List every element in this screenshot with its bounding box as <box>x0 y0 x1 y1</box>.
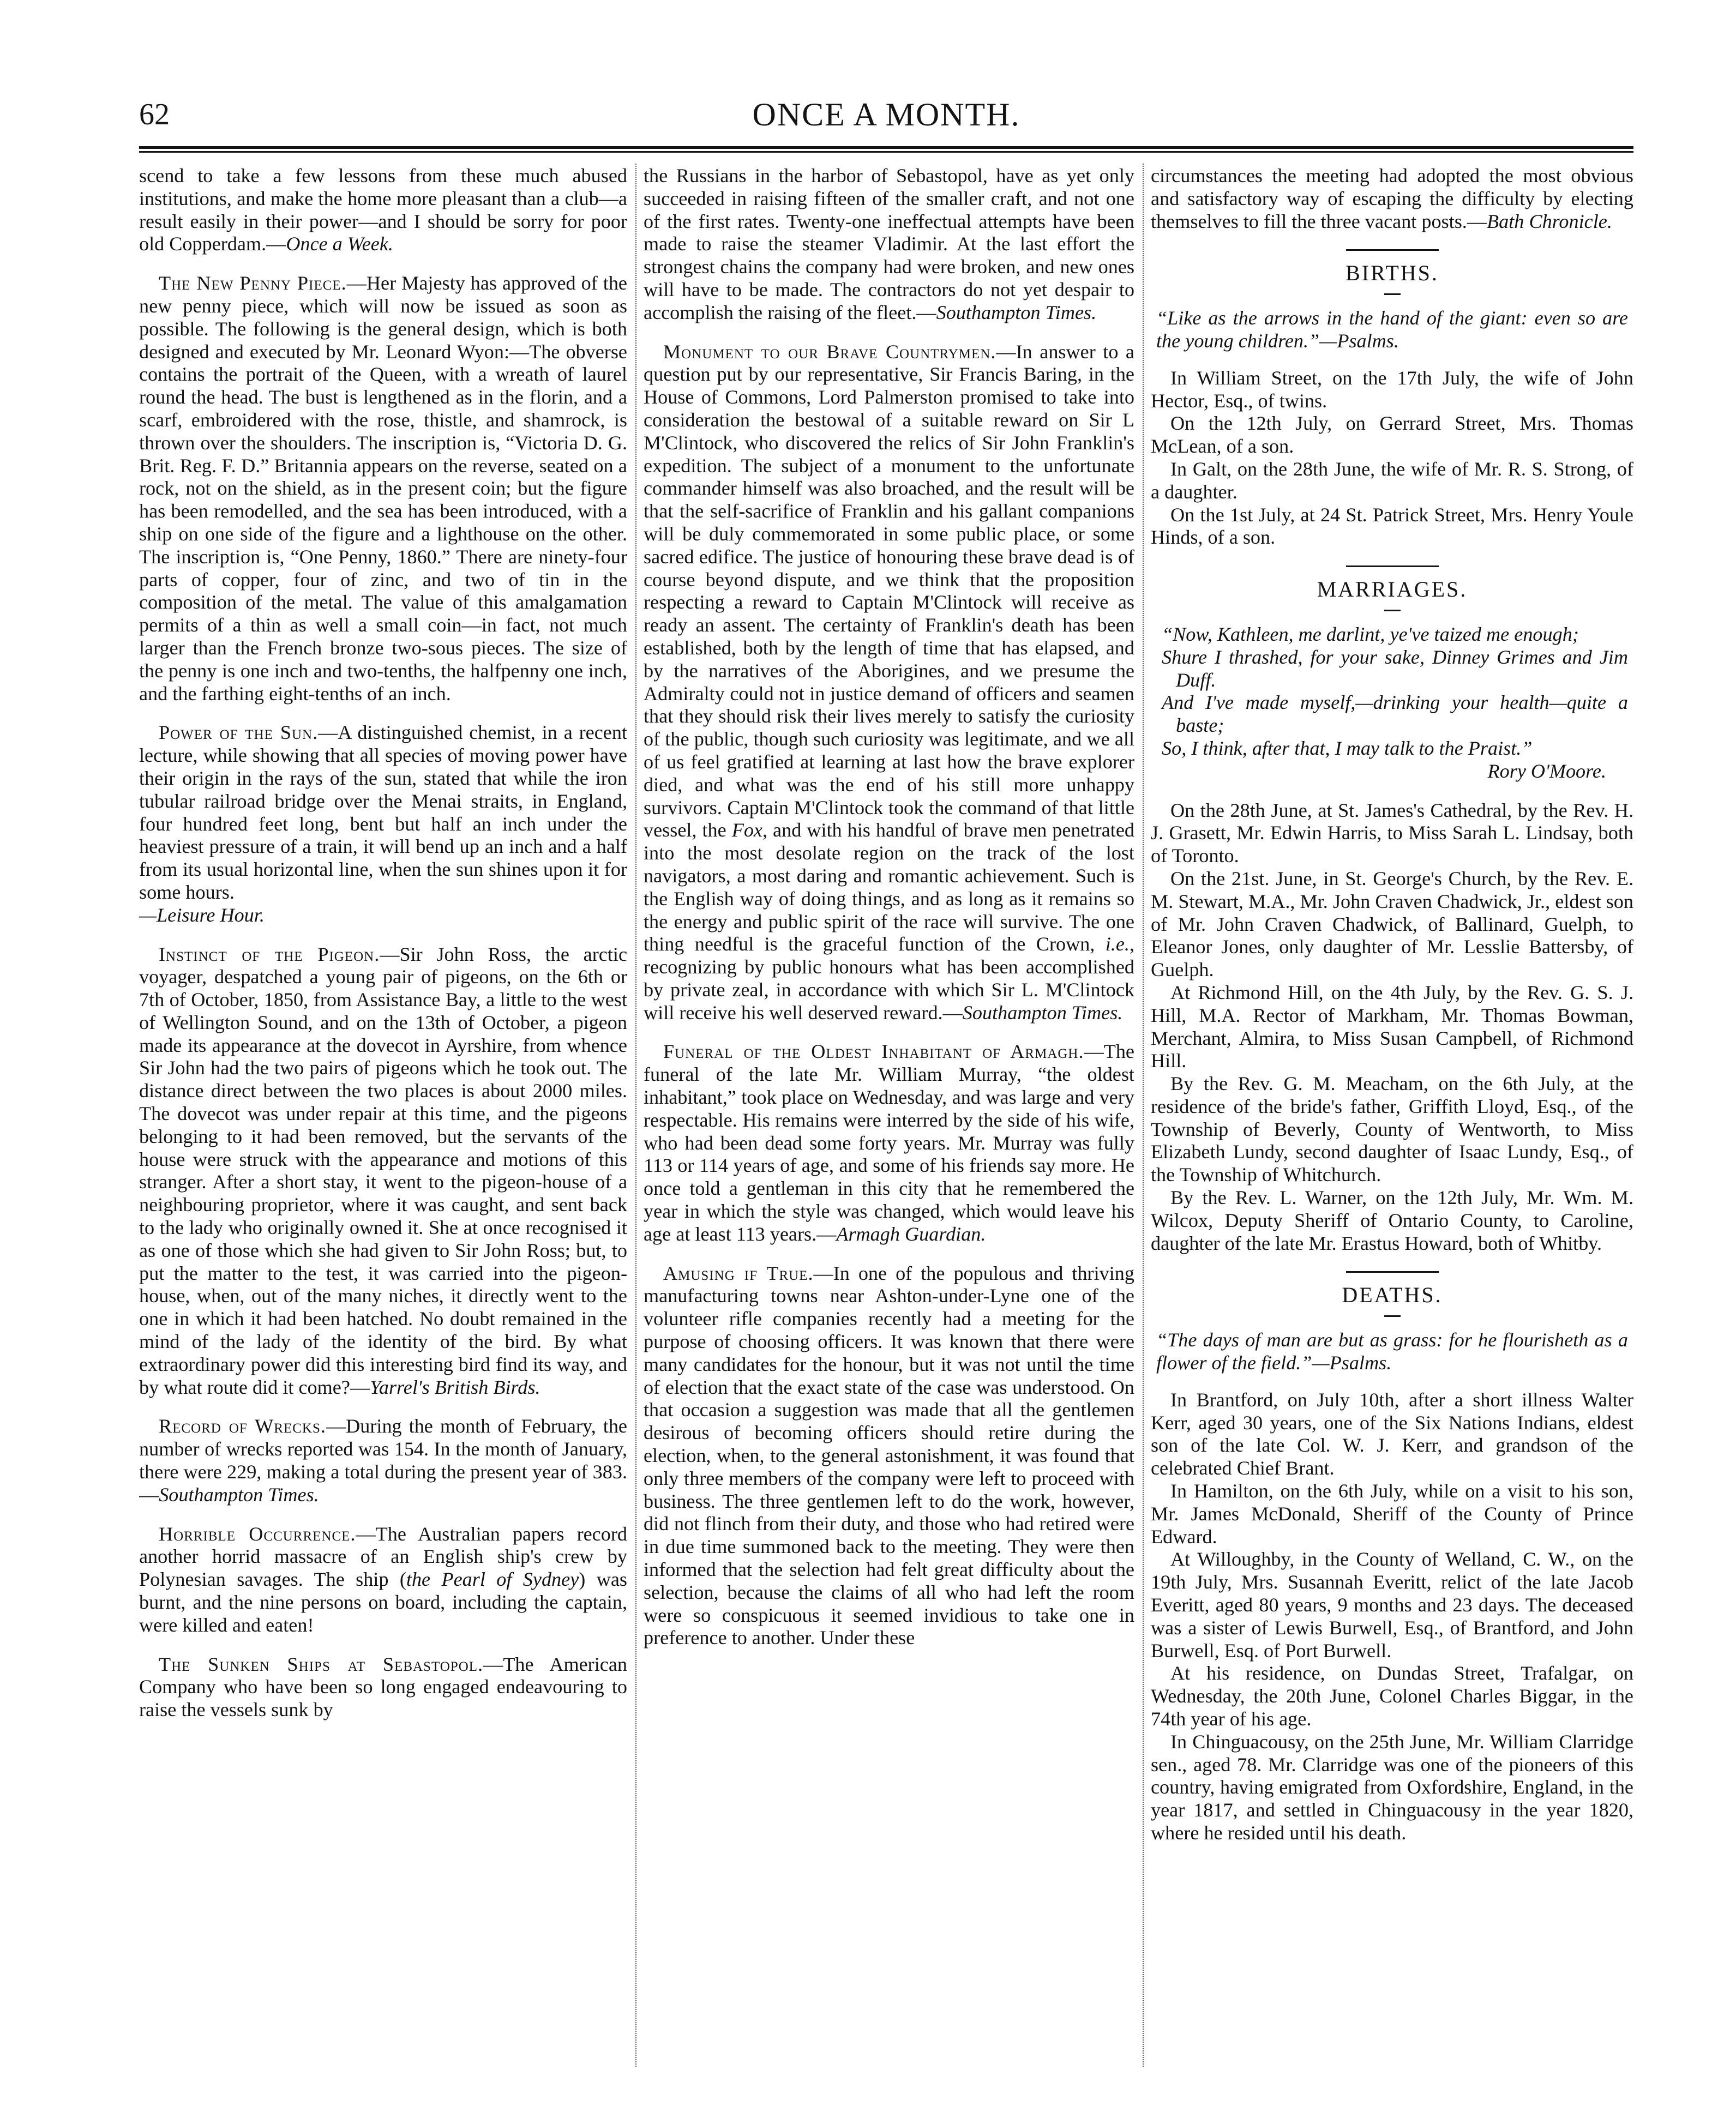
article-text: —In one of the populous and thriving manufacturing towns near Ashton-under-Lyne one of the volunteer rifle companies recently had a meeting for the purpose of choosing officers. It was known that there were many candidates for the honour, but it was not until the time of election that the exact state of the case was understood. On that occasion a suggestion was made that all the gentlemen desirous of becoming officers should retire during the election, when, to the general astonishment, it was found that only three members of the company were left to proceed with business. The three gentlemen left to do the work, however, did not flinch from their duty, and those who had retired were in due time summoned back to the meeting. They were then informed that the selection had felt great difficulty about the selection, because the claims of all who had left the room were so conspicuous it seemed invidious to take one in preference to another. Under these <box>644 1262 1134 1649</box>
article-monument <box>644 341 1134 1025</box>
article-title: Record of Wrecks. <box>159 1415 326 1437</box>
marriages-heading: MARRIAGES. <box>1317 577 1468 602</box>
article-source: —Leisure Hour. <box>139 904 265 926</box>
article-text: , recognizing by public honours what has been accomplished by private zeal, in accordance with which Sir L. M'Clintock will receive his well deserved reward.— <box>644 933 1134 1024</box>
poem-line: And I've made myself,—drinking your health—quite a baste; <box>1162 691 1628 737</box>
article-amusing <box>644 1262 1134 1650</box>
article-title: The Sunken Ships at Sebastopol. <box>159 1653 484 1675</box>
article-text: —The American Company who have been so long engaged endeavouring to raise the vessels sunk by <box>139 1653 627 1721</box>
column-1 <box>139 165 627 2084</box>
marriage-notice: On the 21st. June, in St. George's Church, by the Rev. E. M. Stewart, M.A., Mr. John Craven Chadwick, Jr., eldest son of Mr. John Craven Chadwick, of Ballinard, Guelph, to Eleanor Jones, only daughter of Mr. Lesslie Battersby, of Guelph. <box>1151 867 1633 981</box>
poem-attribution: Rory O'Moore. <box>1487 760 1606 782</box>
header-rule <box>139 146 1633 153</box>
section-dash <box>1384 610 1401 611</box>
article-wrecks <box>139 1415 627 1506</box>
column-3 <box>1151 165 1633 2084</box>
birth-notice: On the 1st July, at 24 St. Patrick Street, Mrs. Henry Youle Hinds, of a son. <box>1151 503 1633 549</box>
article-source: Bath Chronicle. <box>1487 210 1612 232</box>
births-heading: BIRTHS. <box>1345 261 1439 286</box>
marriage-notice: By the Rev. G. M. Meacham, on the 6th July, at the residence of the bride's father, Griffith Lloyd, Esq., of the Township of Beverly, County of Wentworth, to Miss Elizabeth Lundy, second daughter of Isaac Lundy, Esq., of the Township of Whitchurch. <box>1151 1073 1633 1186</box>
article-sunken-ships <box>139 1653 627 1722</box>
birth-notice: In William Street, on the 17th July, the wife of John Hector, Esq., of twins. <box>1151 366 1633 412</box>
page-header <box>139 95 1633 145</box>
birth-notice: In Galt, on the 28th June, the wife of Mr. R. S. Strong, of a daughter. <box>1151 458 1633 503</box>
article-source: Southampton Times. <box>962 1001 1123 1024</box>
article-power-of-sun <box>139 721 627 926</box>
article-source: Southampton Times. <box>936 301 1097 323</box>
article-horrible-occurrence <box>139 1523 627 1637</box>
article-text: scend to take a few lessons from these much abused institutions, and make the home more pleasant than a club—a result easily in their power—and I should be sorry for poor old Copperdam.— <box>139 165 627 255</box>
article-text: —In answer to a question put by our representative, Sir Francis Baring, in the House of Commons, Lord Palmerston promised to take into consideration the bestowal of a suitable reward on Sir L M'Clintock, who discovered the relics of Sir John Franklin's expedition. The subject of a monument to the unfortunate commander himself was also broached, and the result will be that the self-sacrifice of Franklin and his gallant companions will be duly commemorated in some public place, or some sacred edifice. The justice of honouring these brave dead is of course beyond dispute, and we think that the proposition respecting a reward to Captain M'Clintock will receive as ready an assent. The certainty of Franklin's death has been established, both by the length of time that has elapsed, and by the narratives of the Aborigines, and we presume the Admiralty could not in justice demand of officers and seamen that they should risk their lives merely to satisfy the curiosity of the public, though such curiosity was legitimate, and we all of us feel gratified at learning at last how the brave explorer died, and what was the end of his still more unhappy survivors. Captain M'Clintock took the command of that little vessel, the <box>644 340 1134 841</box>
column-2 <box>644 165 1134 2084</box>
article-text: —The funeral of the late Mr. William Murray, “the oldest inhabitant,” took place on Wednesday, and was large and very respectable. His remains were interred by the side of his wife, who had been dead some forty years. Mr. Murray was fully 113 or 114 years of age, and some of his friends say more. He once told a gentleman in this city that he remembered the year in which the style was changed, which would leave his age at least 113 years.— <box>644 1040 1134 1245</box>
deaths-heading: DEATHS. <box>1342 1283 1443 1308</box>
births-epigraph: “Like as the arrows in the hand of the giant: even so are the young children.”—Psalms. <box>1156 307 1628 352</box>
marriage-notice: On the 28th June, at St. James's Cathedral, by the Rev. H. J. Grasett, Mr. Edwin Harris, to Miss Sarah L. Lindsay, both of Toronto. <box>1151 799 1633 867</box>
article-text: , and with his handful of brave men penetrated into the most desolate region on the track of the lost navigators, a most daring and romantic achievement. Such is the English way of doing things, and as long as it remains so the energy and public spirit of the race will survive. The one thing needful is the graceful function of the Crown, <box>644 819 1134 955</box>
article-title: Horrible Occurrence. <box>159 1523 356 1545</box>
death-notice: In Chinguacousy, on the 25th June, Mr. William Clarridge sen., aged 78. Mr. Clarridge was one of the pioneers of this country, having emigrated from Oxfordshire, England, in the year 1817, and settled in Chinguacousy in the year 1820, where he resided until his death. <box>1151 1730 1633 1844</box>
article-continuation <box>1151 165 1633 233</box>
column-divider <box>1143 164 1144 2067</box>
marriage-notice: By the Rev. L. Warner, on the 12th July, Mr. Wm. M. Wilcox, Deputy Sheriff of Ontario County, to Caroline, daughter of the late Mr. Erastus Howard, both of Whitby. <box>1151 1187 1633 1254</box>
column-divider <box>635 164 636 2067</box>
article-source: Armagh Guardian. <box>836 1223 986 1245</box>
article-text: ) was burnt, and the nine persons on board, including the captain, were killed and eaten! <box>139 1568 627 1636</box>
marriage-notice: At Richmond Hill, on the 4th July, by the Rev. G. S. J. Hill, M.A. Rector of Markham, Mr. Thomas Bowman, Merchant, Almira, to Miss Susan Campbell, of Richmond Hill. <box>1151 981 1633 1072</box>
poem-line: Shure I thrashed, for your sake, Dinney Grimes and Jim Duff. <box>1162 646 1628 691</box>
death-notice: At Willoughby, in the County of Welland, C. W., on the 19th July, Mrs. Susannah Everitt, relict of the late Jacob Everitt, aged 80 years, 9 months and 23 days. The deceased was a sister of Lewis Burwell, Esq., of Brantford, and John Burwell, Esq. of Port Burwell. <box>1151 1548 1633 1662</box>
article-title: Funeral of the Oldest Inhabitant of Armagh. <box>663 1040 1084 1063</box>
death-notice: In Brantford, on July 10th, after a short illness Walter Kerr, aged 30 years, one of the Six Nations Indians, eldest son of the late Col. W. J. Kerr, and grandson of the celebrated Chief Brant. <box>1151 1388 1633 1479</box>
article-pigeon <box>139 943 627 1399</box>
section-rule <box>1346 565 1439 567</box>
article-title: The New Penny Piece. <box>159 272 347 294</box>
deaths-epigraph: “The days of man are but as grass: for he flourisheth as a flower of the field.”—Psalms. <box>1156 1329 1628 1374</box>
poem-line: “Now, Kathleen, me darlint, ye've taized me enough; <box>1162 623 1579 645</box>
article-continuation <box>644 165 1134 324</box>
article-text: —During the month of February, the number of wrecks reported was 154. In the month of January, there were 229, making a total during the present year of 383.— <box>139 1415 627 1506</box>
section-dash <box>1384 1315 1401 1317</box>
article-text: the Russians in the harbor of Sebastopol, have as yet only succeeded in raising fifteen of the smaller craft, and not one of the first rates. Twenty-one ineffectual attempts have been made to raise the steamer Vladimir. At the last effort the strongest chains the company had were broken, and new ones will have to be made. The contractors do not yet despair to accomplish the raising of the fleet.— <box>644 165 1134 323</box>
birth-notice: On the 12th July, on Gerrard Street, Mrs. Thomas McLean, of a son. <box>1151 412 1633 458</box>
article-title: Instinct of the Pigeon. <box>159 943 380 965</box>
abbreviation: i.e. <box>1105 933 1130 955</box>
article-continuation <box>139 165 627 256</box>
article-source: Once a Week. <box>286 233 393 255</box>
article-title: Monument to our Brave Countrymen. <box>663 340 996 363</box>
article-text: circumstances the meeting had adopted the most obvious and satisfactory way of escaping the difficulty by electing themselves to fill the three vacant posts.— <box>1151 165 1633 232</box>
article-title: Amusing if True. <box>663 1262 814 1284</box>
poem-line: So, I think, after that, I may talk to the Praist.” <box>1162 737 1533 759</box>
article-text: —Sir John Ross, the arctic voyager, despatched a young pair of pigeons, on the 6th or 7th of October, 1850, from Assistance Bay, a little to the west of Wellington Sound, and on the 13th of October, a pigeon made its appearance at the dovecot in Ayrshire, from whence Sir John had the two pairs of pigeons which he took out. The distance direct between the two places is about 2000 miles. The dovecot was under repair at this time, and the pigeons belonging to it had been removed, but the servants of the house were struck with the appearance and motions of this stranger. After a short stay, it went to the pigeon-house of a neighbouring proprietor, where it was caught, and sent back to the lady who originally owned it. She at once recognised it as one of those which she had given to Sir John Ross; but, to put the matter to the test, it was carried into the pigeon-house, when, out of the many niches, it directly went to the one in which it had been hatched. No doubt remained in the mind of the lady of the identity of the bird. By what extraordinary power did this interesting bird find its way, and by what route did it come?— <box>139 943 627 1398</box>
article-source: Southampton Times. <box>159 1483 319 1506</box>
ship-name: Fox <box>731 819 762 841</box>
death-notice: At his residence, on Dundas Street, Trafalgar, on Wednesday, the 20th June, Colonel Charles Biggar, in the 74th year of his age. <box>1151 1662 1633 1730</box>
death-notice: In Hamilton, on the 6th July, while on a visit to his son, Mr. James McDonald, Sheriff of the County of Prince Edward. <box>1151 1480 1633 1548</box>
page-number: 62 <box>139 98 170 131</box>
magazine-title: ONCE A MONTH. <box>752 97 1020 133</box>
article-funeral <box>644 1040 1134 1245</box>
ship-name: the Pearl of Sydney <box>406 1568 579 1591</box>
section-rule <box>1346 1271 1439 1273</box>
marriages-poem <box>1156 623 1628 783</box>
article-title: Power of the Sun. <box>159 721 319 744</box>
article-source: Yarrel's British Birds. <box>370 1376 540 1398</box>
article-text: —A distinguished chemist, in a recent lecture, while showing that all species of moving power have their origin in the rays of the sun, stated that while the iron tubular railroad bridge over the Menai straits, in England, four hundred feet long, bent but half an inch under the heaviest pressure of a train, it will bend up an inch and a half from its usual horizontal line, when the sun shines upon it for some hours. <box>139 721 627 903</box>
article-text: —The Australian papers record another horrid massacre of an English ship's crew by Polynesian savages. The ship ( <box>139 1523 627 1591</box>
section-dash <box>1384 293 1401 295</box>
article-new-penny <box>139 272 627 705</box>
section-rule <box>1346 249 1439 251</box>
article-text: —Her Majesty has approved of the new penny piece, which will now be issued as soon as possible. The following is the general design, which is both designed and executed by Mr. Leonard Wyon:—The obverse contains the portrait of the Queen, with a wreath of laurel round the head. The bust is lengthened as in the florin, and a scarf, embroidered with the rose, thistle, and shamrock, is thrown over the shoulders. The inscription is, “Victoria D. G. Brit. Reg. F. D.” Britannia appears on the reverse, seated on a rock, not on the shield, as in the present coin; but the figure has been remodelled, and the sea has been introduced, with a ship on one side of the figure and a lighthouse on the other. The inscription is, “One Penny, 1860.” There are ninety-four parts of copper, four of zinc, and two of tin in the composition of the metal. The value of this amalgamation permits of a thin as well a small coin—in fact, not much larger than the French bronze two-sous pieces. The size of the penny is one inch and two-tenths, the halfpenny one inch, and the farthing eight-tenths of an inch. <box>139 272 627 705</box>
